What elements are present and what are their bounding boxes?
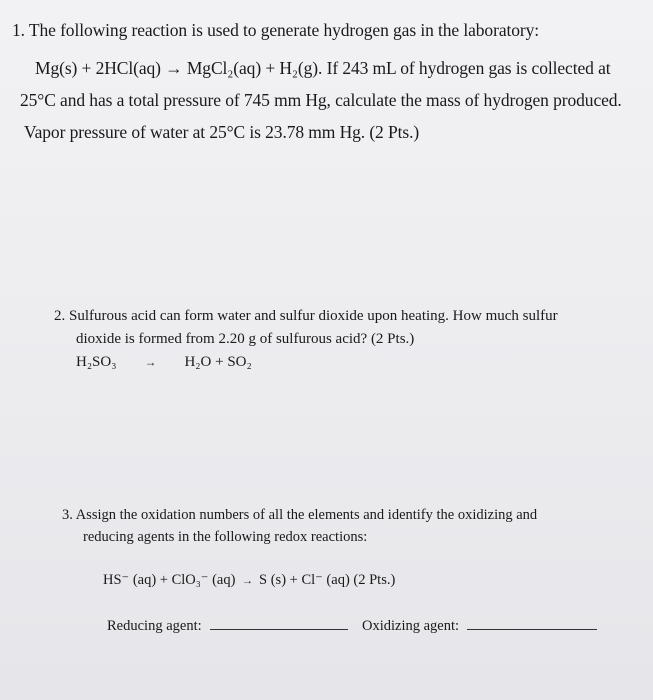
question-3-equation <box>103 572 395 589</box>
reaction-arrow-icon: → <box>241 574 254 587</box>
oxidizing-agent-answer-blank[interactable] <box>467 615 597 630</box>
question-3-products: S (s) + Cl⁻ (aq) (2 Pts.) <box>259 572 396 588</box>
question-1-conditions: 25°C and has a total pressure of 745 mm Hg, calculate the mass of hydrogen produced. <box>20 90 622 110</box>
question-1-vapor-pressure: Vapor pressure of water at 25°C is 23.78 mm Hg. (2 Pts.) <box>24 122 420 142</box>
reaction-arrow-icon: → <box>144 355 157 369</box>
question-3-prompt: 3. Assign the oxidation numbers of all the elements and identify the oxidizing and <box>62 507 538 523</box>
question-2-prompt: 2. Sulfurous acid can form water and sulfur dioxide upon heating. How much sulfur <box>54 308 558 324</box>
reducing-agent-answer-blank[interactable] <box>210 615 348 630</box>
reducing-agent-label: Reducing agent: <box>107 618 202 634</box>
question-1-prompt: 1. The following reaction is used to generate hydrogen gas in the laboratory: <box>12 20 540 40</box>
oxidizing-agent-label: Oxidizing agent: <box>362 618 460 634</box>
question-2-products: H₂O + SO₂ <box>184 354 252 370</box>
question-2-equation <box>76 354 252 371</box>
question-2-prompt-continued: dioxide is formed from 2.20 g of sulfurous acid? (2 Pts.) <box>76 331 415 347</box>
reducing-agent-row <box>107 615 348 635</box>
question-1-equation: Mg(s) + 2HCl(aq) → MgCl₂(aq) + H₂(g). <box>35 58 323 78</box>
oxidizing-agent-row <box>362 615 597 635</box>
question-2-reactant: H₂SO₃ <box>76 354 117 370</box>
question-3-reactants: HS⁻ (aq) + ClO₃⁻ (aq) <box>103 572 236 588</box>
question-3-prompt-continued: reducing agents in the following redox reactions: <box>83 529 368 545</box>
question-1-equation-line <box>35 58 611 79</box>
question-1-text-continued: If 243 mL of hydrogen gas is collected at <box>322 58 611 78</box>
